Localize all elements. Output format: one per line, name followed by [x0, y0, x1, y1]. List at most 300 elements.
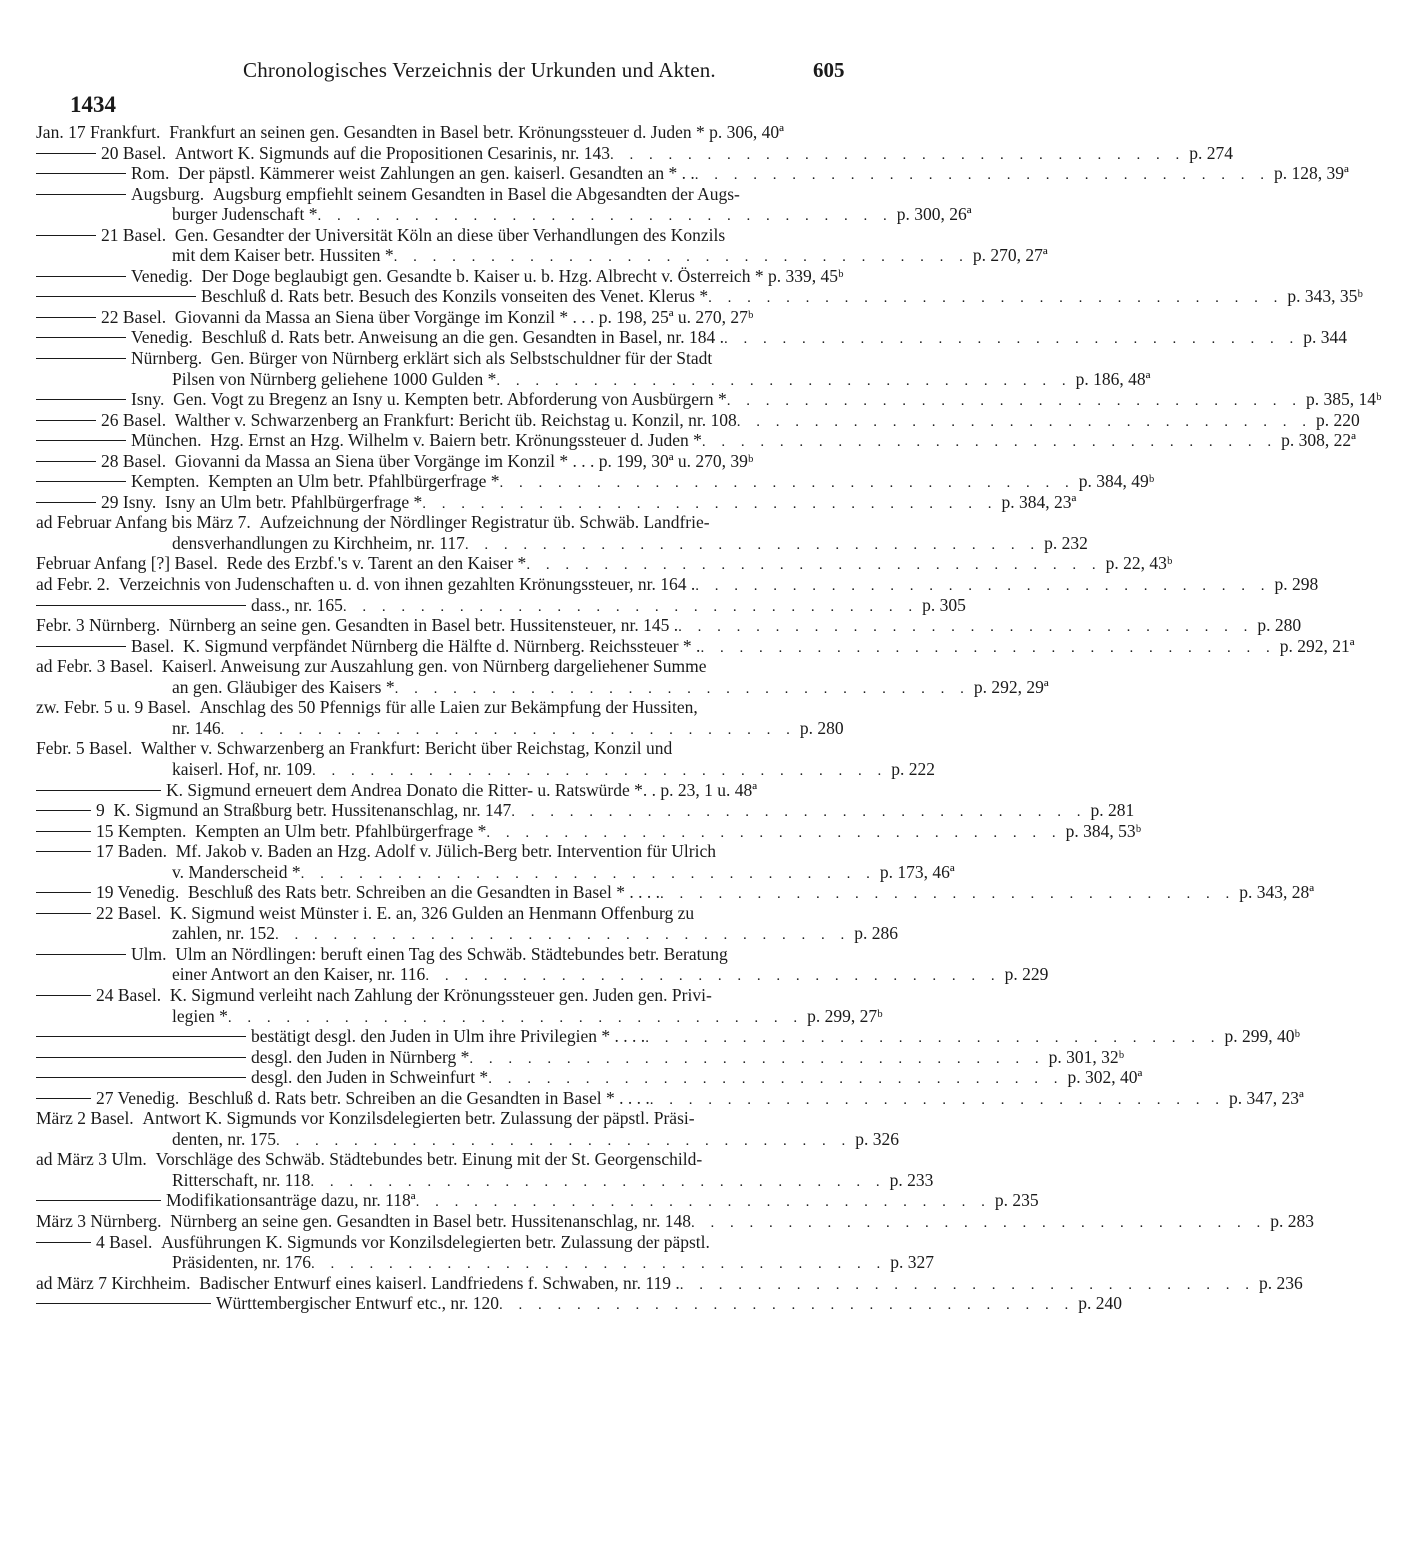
entry-date [36, 1205, 166, 1206]
entry-text: Walther v. Schwarzenberg an Frankfurt: Bericht üb. Reichstag u. Konzil, nr. 108 [174, 409, 737, 430]
entry-text: Aufzeichnung der Nördlinger Registratur üb. Schwäb. Landfrie- [259, 512, 710, 533]
entry-text: Kempten an Ulm betr. Pfahlbürgerfrage * [208, 471, 500, 492]
entry-date-text: 4 Basel. [96, 1231, 153, 1252]
ditto-dash [36, 153, 96, 154]
ditto-dash [36, 605, 246, 606]
entry-date [36, 656, 162, 677]
page-reference: p. 292, 29ª [973, 676, 1049, 697]
ditto-dash [36, 851, 91, 852]
entry-date-text: 17 Baden. [96, 841, 167, 862]
ditto-dash [36, 646, 126, 647]
entry-line [36, 266, 870, 287]
entry-item [36, 1108, 900, 1149]
entry-text: Pilsen von Nürnberg geliehene 1000 Gulden * [172, 368, 497, 389]
page-reference: p. 326 [855, 1128, 900, 1149]
entry-item [36, 122, 870, 143]
ditto-dash [36, 1036, 246, 1037]
entry-item [36, 902, 899, 944]
entry-line [36, 245, 1048, 266]
dot-leader: . . . . . . . . . . . . . . . . . . . . . . . . . . . . . . [300, 865, 876, 882]
entry-text: einer Antwort an den Kaiser, nr. 116 [172, 964, 426, 985]
entry-date-text: März 2 Basel. [36, 1108, 134, 1129]
entry-date-text: Nürnberg. [131, 348, 203, 369]
entry-date [36, 800, 114, 821]
entry-item [36, 512, 1088, 553]
ditto-dash [36, 235, 96, 236]
entry-text: Vorschläge des Schwäb. Städtebundes betr. Einung mit der St. Georgenschild- [155, 1149, 703, 1170]
entry-date [36, 841, 176, 862]
ditto-dash [36, 913, 91, 914]
entry-date [36, 1062, 251, 1063]
entry-text: an gen. Gläubiger des Kaisers * [172, 676, 395, 697]
entry-date-text: Jan. 17 Frankfurt. [36, 122, 161, 142]
page-reference: p. 300, 26ª [896, 204, 972, 225]
page-reference: p. 385, 14ᵇ [1305, 389, 1382, 410]
entry-date [36, 985, 170, 1006]
entry-text: Gen. Gesandter der Universität Köln an diese über Verhandlungen des Konzils [174, 224, 726, 245]
dot-leader: . . . . . . . . . . . . . . . . . . . . . . . . . . . . . . [425, 968, 1001, 985]
entry-text: K. Sigmund verleiht nach Zahlung der Krönungssteuer gen. Juden gen. Privi- [169, 984, 712, 1005]
entry-date [36, 492, 165, 513]
page-reference: p. 232 [1044, 532, 1088, 553]
entry-line [36, 122, 870, 143]
entry-date-text: 22 Basel. [96, 902, 162, 923]
entry-date-text: Basel. [131, 635, 175, 656]
entry-text: Württembergischer Entwurf etc., nr. 120 [216, 1293, 499, 1314]
entry-item [36, 656, 1049, 697]
entry-date [36, 574, 119, 595]
entry-text: desgl. den Juden in Schweinfurt * [251, 1067, 489, 1088]
entry-line [36, 738, 870, 759]
entry-date [36, 882, 188, 903]
entry-line [36, 1293, 1122, 1314]
entry-text: Rede des Erzbf.'s v. Tarent an den Kaiser * [226, 553, 527, 574]
page-reference: p. 240 [1078, 1293, 1122, 1314]
page-reference: p. 327 [890, 1252, 935, 1273]
dot-leader: . . . . . . . . . . . . . . . . . . . . . . . . . . . . . . [679, 1276, 1255, 1293]
entry-line [36, 307, 870, 328]
entry-text: nr. 146 [172, 717, 221, 738]
entry-text: Beschluß d. Rats betr. Anweisung an die gen. Gesandten in Basel, nr. 184 . [201, 327, 724, 348]
entry-text: Giovanni da Massa an Siena über Vorgänge im Konzil * . . . p. 199, 30ª u. 270, 39ᵇ [174, 450, 754, 471]
entry-date-text: 20 Basel. [101, 142, 167, 163]
entry-date [36, 471, 208, 492]
entry-line [36, 861, 955, 883]
entry-date [36, 821, 195, 842]
entry-line [36, 635, 1355, 657]
ditto-dash [36, 337, 126, 338]
entry-date-text: 19 Venedig. [96, 882, 180, 903]
entry-line [36, 1252, 935, 1273]
entry-text: Mf. Jakob v. Baden an Hzg. Adolf v. Jülich-Berg betr. Intervention für Ulrich [175, 841, 716, 862]
entry-date [36, 389, 173, 410]
entry-line [36, 512, 870, 533]
dot-leader: . . . . . . . . . . . . . . . . . . . . . . . . . . . . . . [276, 1132, 852, 1149]
dot-leader: . . . . . . . . . . . . . . . . . . . . . . . . . . . . . . [486, 824, 1062, 841]
entry-date [36, 266, 201, 287]
page-reference: p. 283 [1270, 1210, 1314, 1231]
entry-text: Gen. Bürger von Nürnberg erklärt sich als Selbstschuldner für der Stadt [210, 348, 713, 369]
entry-date-text: März 3 Nürnberg. [36, 1210, 162, 1231]
entry-line [36, 964, 1049, 985]
entry-date [36, 1273, 199, 1294]
entry-text: kaiserl. Hof, nr. 109 [172, 758, 312, 779]
entry-text: K. Sigmund weist Münster i. E. an, 326 Gulden an Henmann Offenburg zu [169, 902, 695, 923]
entry-line [36, 841, 870, 862]
entry-line [36, 389, 1382, 410]
entry-text: bestätigt desgl. den Juden in Ulm ihre Privilegien * . . . . [251, 1026, 646, 1047]
entry-date [36, 1108, 142, 1129]
entry-item [36, 943, 1049, 985]
ditto-dash [36, 892, 91, 893]
entry-text: desgl. den Juden in Nürnberg * [251, 1046, 470, 1067]
entry-date-text: ad Febr. 2. [36, 574, 110, 595]
entry-line [36, 676, 1049, 698]
entry-item [36, 1272, 1303, 1294]
entry-date-text: zw. Febr. 5 u. 9 Basel. [36, 697, 191, 718]
entry-text: burger Judenschaft * [172, 204, 318, 225]
entry-date [36, 163, 178, 184]
entry-line [36, 820, 1142, 842]
entry-date [36, 122, 169, 143]
entry-text: Gen. Vogt zu Bregenz an Isny u. Kempten betr. Abforderung von Ausbürgern * [173, 389, 727, 410]
running-title: Chronologisches Verzeichnis der Urkunden und Akten. [243, 58, 716, 82]
entry-date [36, 410, 175, 431]
entry-item [36, 389, 1382, 410]
entry-date [36, 430, 210, 451]
entry-text: dass., nr. 165 [251, 594, 343, 615]
dot-leader: . . . . . . . . . . . . . . . . . . . . . . . . . . . . . . [311, 762, 888, 779]
entry-line [36, 204, 972, 225]
page-reference: p. 343, 35ᵇ [1287, 286, 1363, 307]
dot-leader: . . . . . . . . . . . . . . . . . . . . . . . . . . . . . . [609, 146, 1186, 163]
entry-text: Isny an Ulm betr. Pfahlbürgerfrage * [165, 491, 423, 512]
entry-date-text: 27 Venedig. [96, 1087, 180, 1108]
entry-line [36, 409, 1360, 431]
entry-line [36, 1067, 1143, 1088]
entry-text: Augsburg empfiehlt seinem Gesandten in Basel die Abgesandten der Augs- [212, 183, 740, 204]
dot-leader: . . . . . . . . . . . . . . . . . . . . . . . . . . . . . . [310, 1173, 886, 1190]
entry-text: Beschluß d. Rats betr. Schreiben an die Gesandten in Basel * . . . . [188, 1087, 650, 1108]
entry-date [36, 903, 170, 924]
entry-item [36, 780, 870, 801]
ditto-dash [36, 995, 91, 996]
entry-date-text: Isny. [131, 389, 165, 410]
entry-line [36, 532, 1088, 554]
entry-date-text: Kempten. [131, 471, 200, 492]
entry-date [36, 301, 201, 302]
entry-date [36, 1232, 161, 1253]
entry-line [36, 286, 1363, 307]
entry-text: Giovanni da Massa an Siena über Vorgänge im Konzil * . . . p. 198, 25ª u. 270, 27ᵇ [174, 306, 754, 327]
ditto-dash [36, 1242, 91, 1243]
page-reference: p. 280 [1257, 615, 1302, 636]
ditto-dash [36, 790, 161, 791]
ditto-dash [36, 481, 126, 482]
ditto-dash [36, 358, 126, 359]
dot-leader: . . . . . . . . . . . . . . . . . . . . . . . . . . . . . . [659, 886, 1236, 903]
page-reference: p. 235 [994, 1190, 1039, 1211]
entry-text: Antwort K. Sigmunds vor Konzilsdelegierten betr. Zulassung der päpstl. Präsi- [142, 1108, 695, 1129]
entry-date [36, 1149, 156, 1170]
page-reference: p. 299, 27ᵇ [807, 1005, 883, 1026]
entry-date-text: ad März 3 Ulm. [36, 1149, 147, 1170]
entry-line [36, 142, 1233, 164]
page-reference: p. 274 [1189, 142, 1233, 163]
entry-item [36, 738, 935, 779]
page-reference: p. 236 [1259, 1272, 1303, 1293]
ditto-dash [36, 831, 91, 832]
entry-date-text: 29 Isny. [101, 491, 157, 512]
entry-line [36, 923, 899, 944]
entry-text: K. Sigmund verpfändet Nürnberg die Hälfte d. Nürnberg. Reichssteuer * . [183, 635, 701, 656]
entry-item [36, 266, 870, 287]
entry-item [36, 307, 870, 328]
ditto-dash [36, 1200, 161, 1201]
entry-item [36, 142, 1233, 164]
dot-leader: . . . . . . . . . . . . . . . . . . . . . . . . . . . . . . [275, 927, 851, 944]
entry-text: Antwort K. Sigmunds auf die Propositionen Cesarinis, nr. 143 [174, 142, 610, 163]
dot-leader: . . . . . . . . . . . . . . . . . . . . . . . . . . . . . . [649, 1091, 1225, 1108]
entry-date-text: 22 Basel. [101, 306, 167, 327]
ditto-dash [36, 1077, 246, 1078]
entry-line [36, 1190, 1039, 1211]
dot-leader: . . . . . . . . . . . . . . . . . . . . . . . . . . . . . . [342, 598, 919, 615]
entry-line [36, 1026, 1300, 1047]
entry-text: K. Sigmund an Straßburg betr. Hussitenanschlag, nr. 147 [113, 800, 512, 821]
ditto-dash [36, 399, 126, 400]
entry-item [36, 594, 966, 616]
page-reference: p. 305 [922, 594, 966, 615]
entry-date-text: 21 Basel. [101, 224, 167, 245]
page-reference: p. 186, 48ª [1075, 368, 1151, 389]
entry-date [36, 225, 175, 246]
entry-line [36, 697, 870, 718]
entry-item [36, 491, 1077, 513]
entry-list [36, 122, 1382, 1314]
dot-leader: . . . . . . . . . . . . . . . . . . . . . . . . . . . . . . [723, 331, 1300, 348]
dot-leader: . . . . . . . . . . . . . . . . . . . . . . . . . . . . . . [694, 167, 1270, 184]
entry-line [36, 944, 870, 965]
dot-leader: . . . . . . . . . . . . . . . . . . . . . . . . . . . . . . [227, 1009, 804, 1026]
ditto-dash [36, 810, 91, 811]
entry-item [36, 1231, 935, 1273]
entry-item [36, 327, 1347, 348]
entry-text: mit dem Kaiser betr. Hussiten * [172, 245, 394, 266]
entry-date-text: Augsburg. [131, 183, 205, 204]
ditto-dash [36, 173, 126, 174]
entry-item [36, 286, 1363, 307]
entry-date [36, 944, 175, 965]
page-reference: p. 222 [891, 758, 935, 779]
page-reference: p. 302, 40ª [1067, 1067, 1143, 1088]
entry-item [36, 348, 1151, 389]
dot-leader: . . . . . . . . . . . . . . . . . . . . . . . . . . . . . . [317, 208, 893, 225]
entry-text: Kempten an Ulm betr. Pfahlbürgerfrage * [195, 820, 487, 841]
entry-date-text: Rom. [131, 163, 170, 184]
entry-item [36, 1293, 1122, 1314]
entry-item [36, 430, 1356, 451]
entry-date [36, 512, 260, 533]
entry-text: v. Manderscheid * [172, 861, 301, 882]
entry-text: Anschlag des 50 Pfennigs für alle Laien zur Bekämpfung der Hussiten, [199, 697, 698, 718]
entry-item [36, 451, 870, 472]
entry-date [36, 348, 211, 369]
page-reference: p. 384, 23ª [1001, 491, 1077, 512]
entry-item [36, 820, 1142, 842]
entry-date [36, 636, 183, 657]
entry-text: Modifikationsanträge dazu, nr. 118ª [166, 1190, 416, 1211]
page-reference: p. 301, 32ᵇ [1048, 1046, 1125, 1067]
entry-date [36, 615, 169, 636]
ditto-dash [36, 276, 126, 277]
entry-date-text: Ulm. [131, 943, 167, 964]
entry-date [36, 184, 213, 205]
entry-item [36, 183, 972, 225]
entry-line [36, 491, 1077, 513]
entry-item [36, 1087, 1304, 1109]
dot-leader: . . . . . . . . . . . . . . . . . . . . . . . . . . . . . . [526, 557, 1102, 574]
entry-text: denten, nr. 175 [172, 1128, 277, 1149]
page-reference: p. 280 [799, 717, 844, 738]
page-reference: p. 229 [1004, 964, 1049, 985]
entry-date [36, 1211, 170, 1232]
entry-line [36, 1005, 883, 1027]
dot-leader: . . . . . . . . . . . . . . . . . . . . . . . . . . . . . . [422, 495, 998, 512]
entry-date-text: Venedig. [131, 327, 193, 348]
entry-line [36, 225, 870, 246]
entry-item [36, 800, 1135, 821]
entry-line [36, 1087, 1304, 1109]
entry-date-text: ad Februar Anfang bis März 7. [36, 512, 251, 533]
entry-text: Der Doge beglaubigt gen. Gesandte b. Kaiser u. b. Hzg. Albrecht v. Österreich * p. 339, 45ᵇ [201, 265, 844, 286]
entry-line [36, 163, 1349, 184]
ditto-dash [36, 420, 96, 421]
page-reference: p. 22, 43ᵇ [1105, 553, 1173, 574]
ditto-dash [36, 440, 126, 441]
dot-leader: . . . . . . . . . . . . . . . . . . . . . . . . . . . . . . [645, 1030, 1221, 1047]
entry-text: Ritterschaft, nr. 118 [172, 1169, 311, 1190]
ditto-dash [36, 461, 96, 462]
dot-leader: . . . . . . . . . . . . . . . . . . . . . . . . . . . . . . [488, 1071, 1064, 1088]
ditto-dash [36, 502, 96, 503]
dot-leader: . . . . . . . . . . . . . . . . . . . . . . . . . . . . . . [736, 413, 1312, 430]
entry-line [36, 1149, 870, 1170]
entry-item [36, 984, 883, 1026]
entry-item [36, 409, 1360, 431]
entry-line [36, 327, 1347, 348]
entry-item [36, 1190, 1039, 1211]
ditto-dash [36, 1303, 211, 1304]
dot-leader: . . . . . . . . . . . . . . . . . . . . . . . . . . . . . . [311, 1256, 887, 1273]
entry-date-text: ad März 7 Kirchheim. [36, 1272, 191, 1293]
ditto-dash [36, 1057, 246, 1058]
entry-line [36, 184, 870, 205]
entry-line [36, 430, 1356, 451]
dot-leader: . . . . . . . . . . . . . . . . . . . . . . . . . . . . . . [415, 1194, 991, 1211]
entry-line [36, 903, 870, 924]
entry-date-text: 26 Basel. [101, 409, 167, 430]
entry-date [36, 1088, 188, 1109]
entry-line [36, 758, 935, 780]
dot-leader: . . . . . . . . . . . . . . . . . . . . . . . . . . . . . . [678, 619, 1254, 636]
entry-item [36, 882, 1315, 903]
dot-leader: . . . . . . . . . . . . . . . . . . . . . . . . . . . . . . [469, 1050, 1045, 1067]
entry-line [36, 985, 870, 1006]
page-reference: p. 308, 22ª [1281, 430, 1356, 451]
page-reference: p. 233 [889, 1169, 934, 1190]
page-reference: p. 344 [1303, 327, 1347, 348]
entry-text: Kaiserl. Anweisung zur Auszahlung gen. von Nürnberg dargeliehener Summe [161, 656, 707, 677]
entry-text: Verzeichnis von Judenschaften u. d. von ihnen gezahlten Krönungssteuer, nr. 164 . [118, 574, 696, 595]
entry-item [36, 635, 1355, 657]
entry-text: Badischer Entwurf eines kaiserl. Landfriedens f. Schwaben, nr. 119 . [199, 1272, 680, 1293]
page-reference: p. 343, 28ª [1239, 882, 1315, 903]
entry-date [36, 738, 141, 759]
dot-leader: . . . . . . . . . . . . . . . . . . . . . . . . . . . . . . [726, 393, 1302, 410]
entry-item [36, 1026, 1300, 1047]
entry-text: Walther v. Schwarzenberg an Frankfurt: Bericht über Reichstag, Konzil und [141, 738, 673, 759]
entry-date-text: 24 Basel. [96, 984, 162, 1005]
entry-line [36, 780, 870, 801]
entry-text: K. Sigmund erneuert dem Andrea Donato die Ritter- u. Ratswürde *. . p. 23, 1 u. 48ª [166, 779, 758, 800]
entry-item [36, 1046, 1125, 1068]
entry-text: Frankfurt an seinen gen. Gesandten in Basel betr. Krönungssteuer d. Juden * p. 306, 40ª [169, 122, 784, 142]
entry-line [36, 1232, 870, 1253]
entry-text: zahlen, nr. 152 [172, 923, 276, 944]
entry-item [36, 841, 955, 882]
entry-date [36, 307, 175, 328]
entry-text: Nürnberg an seine gen. Gesandten in Basel betr. Hussitensteuer, nr. 145 . [168, 615, 679, 636]
entry-text: Ulm an Nördlingen: beruft einen Tag des Schwäb. Städtebundes betr. Beratung [175, 943, 728, 964]
entry-item [36, 471, 1155, 492]
dot-leader: . . . . . . . . . . . . . . . . . . . . . . . . . . . . . . [708, 290, 1284, 307]
ditto-dash [36, 954, 126, 955]
dot-leader: . . . . . . . . . . . . . . . . . . . . . . . . . . . . . . [393, 249, 969, 266]
entry-line [36, 368, 1151, 390]
entry-line [36, 882, 1315, 903]
running-header [0, 58, 960, 88]
entry-line [36, 718, 870, 739]
entry-text: Präsidenten, nr. 176 [172, 1252, 312, 1273]
entry-date [36, 143, 175, 164]
entry-date [36, 451, 175, 472]
entry-text: Beschluß d. Rats betr. Besuch des Konzils vonseiten des Venet. Klerus * [201, 286, 709, 307]
entry-date [36, 1041, 251, 1042]
entry-date-text: 15 Kempten. [96, 820, 187, 841]
entry-date-text: Febr. 5 Basel. [36, 738, 133, 759]
entry-line [36, 1272, 1303, 1294]
entry-line [36, 800, 1135, 821]
page-reference: p. 292, 21ª [1279, 635, 1355, 656]
entry-line [36, 1210, 1314, 1232]
entry-date [36, 610, 251, 611]
entry-item [36, 163, 1349, 184]
entry-text: Ausführungen K. Sigmunds vor Konzilsdelegierten betr. Zulassung der päpstl. [161, 1231, 710, 1252]
ditto-dash [36, 296, 196, 297]
entry-line [36, 348, 870, 369]
dot-leader: . . . . . . . . . . . . . . . . . . . . . . . . . . . . . . [700, 639, 1276, 656]
entry-item [36, 1210, 1314, 1232]
entry-item [36, 615, 1302, 636]
entry-date [36, 1308, 216, 1309]
entry-date [36, 327, 201, 348]
dot-leader: . . . . . . . . . . . . . . . . . . . . . . . . . . . . . . [496, 372, 1072, 389]
dot-leader: . . . . . . . . . . . . . . . . . . . . . . . . . . . . . . [695, 578, 1271, 595]
dot-leader: . . . . . . . . . . . . . . . . . . . . . . . . . . . . . . [511, 804, 1087, 821]
entry-item [36, 574, 1319, 595]
entry-line [36, 615, 1302, 636]
